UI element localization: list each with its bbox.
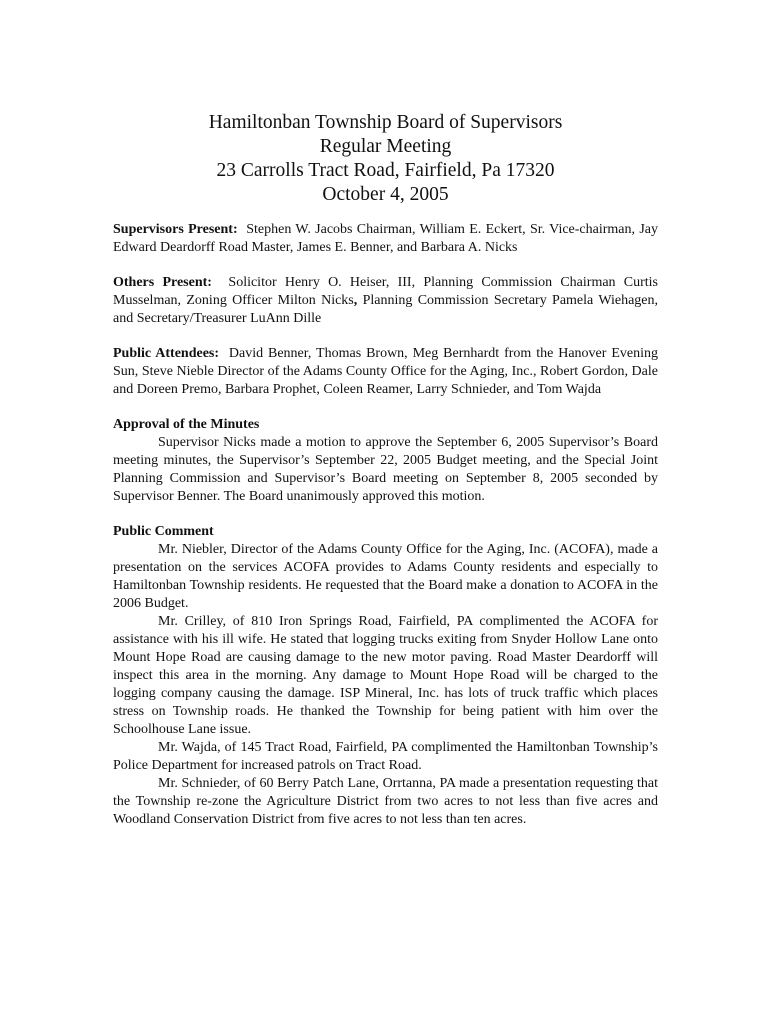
others-present-text-part1: Solicitor Henry O. Heiser, III, Planning Commission Chairman Curtis Musselman, Zoning Officer Milton Nicks (113, 275, 659, 308)
approval-minutes-heading: Approval of the Minutes (113, 417, 260, 432)
heading-date: October 4, 2005 (322, 184, 449, 205)
public-comment-paragraph: Mr. Schnieder, of 60 Berry Patch Lane, Orrtanna, PA made a presentation requesting that the Township re-zone the Agriculture District from two acres to not less than five acres and Woodland Conservation District from five acres to not less than ten acres. (113, 776, 658, 827)
supervisors-present-label: Supervisors Present: (113, 222, 238, 237)
heading-board-name: Hamiltonban Township Board of Supervisors (208, 112, 563, 133)
public-comment-paragraph: Mr. Wajda, of 145 Tract Road, Fairfield, PA complimented the Hamiltonban Township’s Police Department for increased patrols on Tract Road. (113, 740, 658, 773)
public-comment-heading: Public Comment (113, 524, 214, 539)
heading-address: 23 Carrolls Tract Road, Fairfield, Pa 17320 (216, 160, 555, 181)
document-page (113, 111, 658, 829)
heading-meeting-type: Regular Meeting (319, 136, 452, 157)
others-present-text-part2: Planning Commission Secretary Pamela Wiehagen, and Secretary/Treasurer LuAnn Dille (113, 293, 659, 326)
others-present-bold-comma: , (353, 293, 358, 308)
public-comment-paragraph: Mr. Niebler, Director of the Adams County Office for the Aging, Inc. (ACOFA), made a presentation on the services ACOFA provides to Adams County residents and especially to Hamiltonban Township residents. He requested that the Board make a donation to ACOFA in the 2006 Budget. (113, 542, 658, 611)
supervisors-present-section (113, 221, 658, 257)
approval-minutes-paragraph: Supervisor Nicks made a motion to approve the September 6, 2005 Supervisor’s Board meeting minutes, the Supervisor’s September 22, 2005 Budget meeting, and the Special Joint Planning Commission and Supervisor’s Board meeting on September 8, 2005 seconded by Supervisor Benner. The Board unanimously approved this motion. (113, 435, 658, 504)
supervisors-present-text: Stephen W. Jacobs Chairman, William E. Eckert, Sr. Vice-chairman, Jay Edward Deardorff Road Master, James E. Benner, and Barbara A. Nicks (113, 222, 658, 255)
public-comment-paragraph: Mr. Crilley, of 810 Iron Springs Road, Fairfield, PA complimented the ACOFA for assistance with his ill wife. He stated that logging trucks exiting from Snyder Hollow Lane onto Mount Hope Road are causing damage to the new motor paving. Road Master Deardorff will inspect this area in the morning. Any damage to Mount Hope Road will be charged to the logging company causing the damage. ISP Mineral, Inc. has lots of truck traffic which places stress on Township roads. He thanked the Township for being patient with him over the Schoolhouse Lane issue. (113, 614, 658, 737)
others-present-label: Others Present: (113, 275, 212, 290)
others-present-section (113, 274, 658, 328)
public-attendees-label: Public Attendees: (113, 346, 220, 361)
document-heading (113, 111, 658, 207)
public-attendees-section (113, 345, 658, 399)
public-attendees-text: David Benner, Thomas Brown, Meg Bernhardt from the Hanover Evening Sun, Steve Nieble Director of the Adams County Office for the Aging, Inc., Robert Gordon, Dale and Doreen Premo, Barbara Prophet, Coleen Reamer, Larry Schnieder, and Tom Wajda (113, 346, 659, 397)
